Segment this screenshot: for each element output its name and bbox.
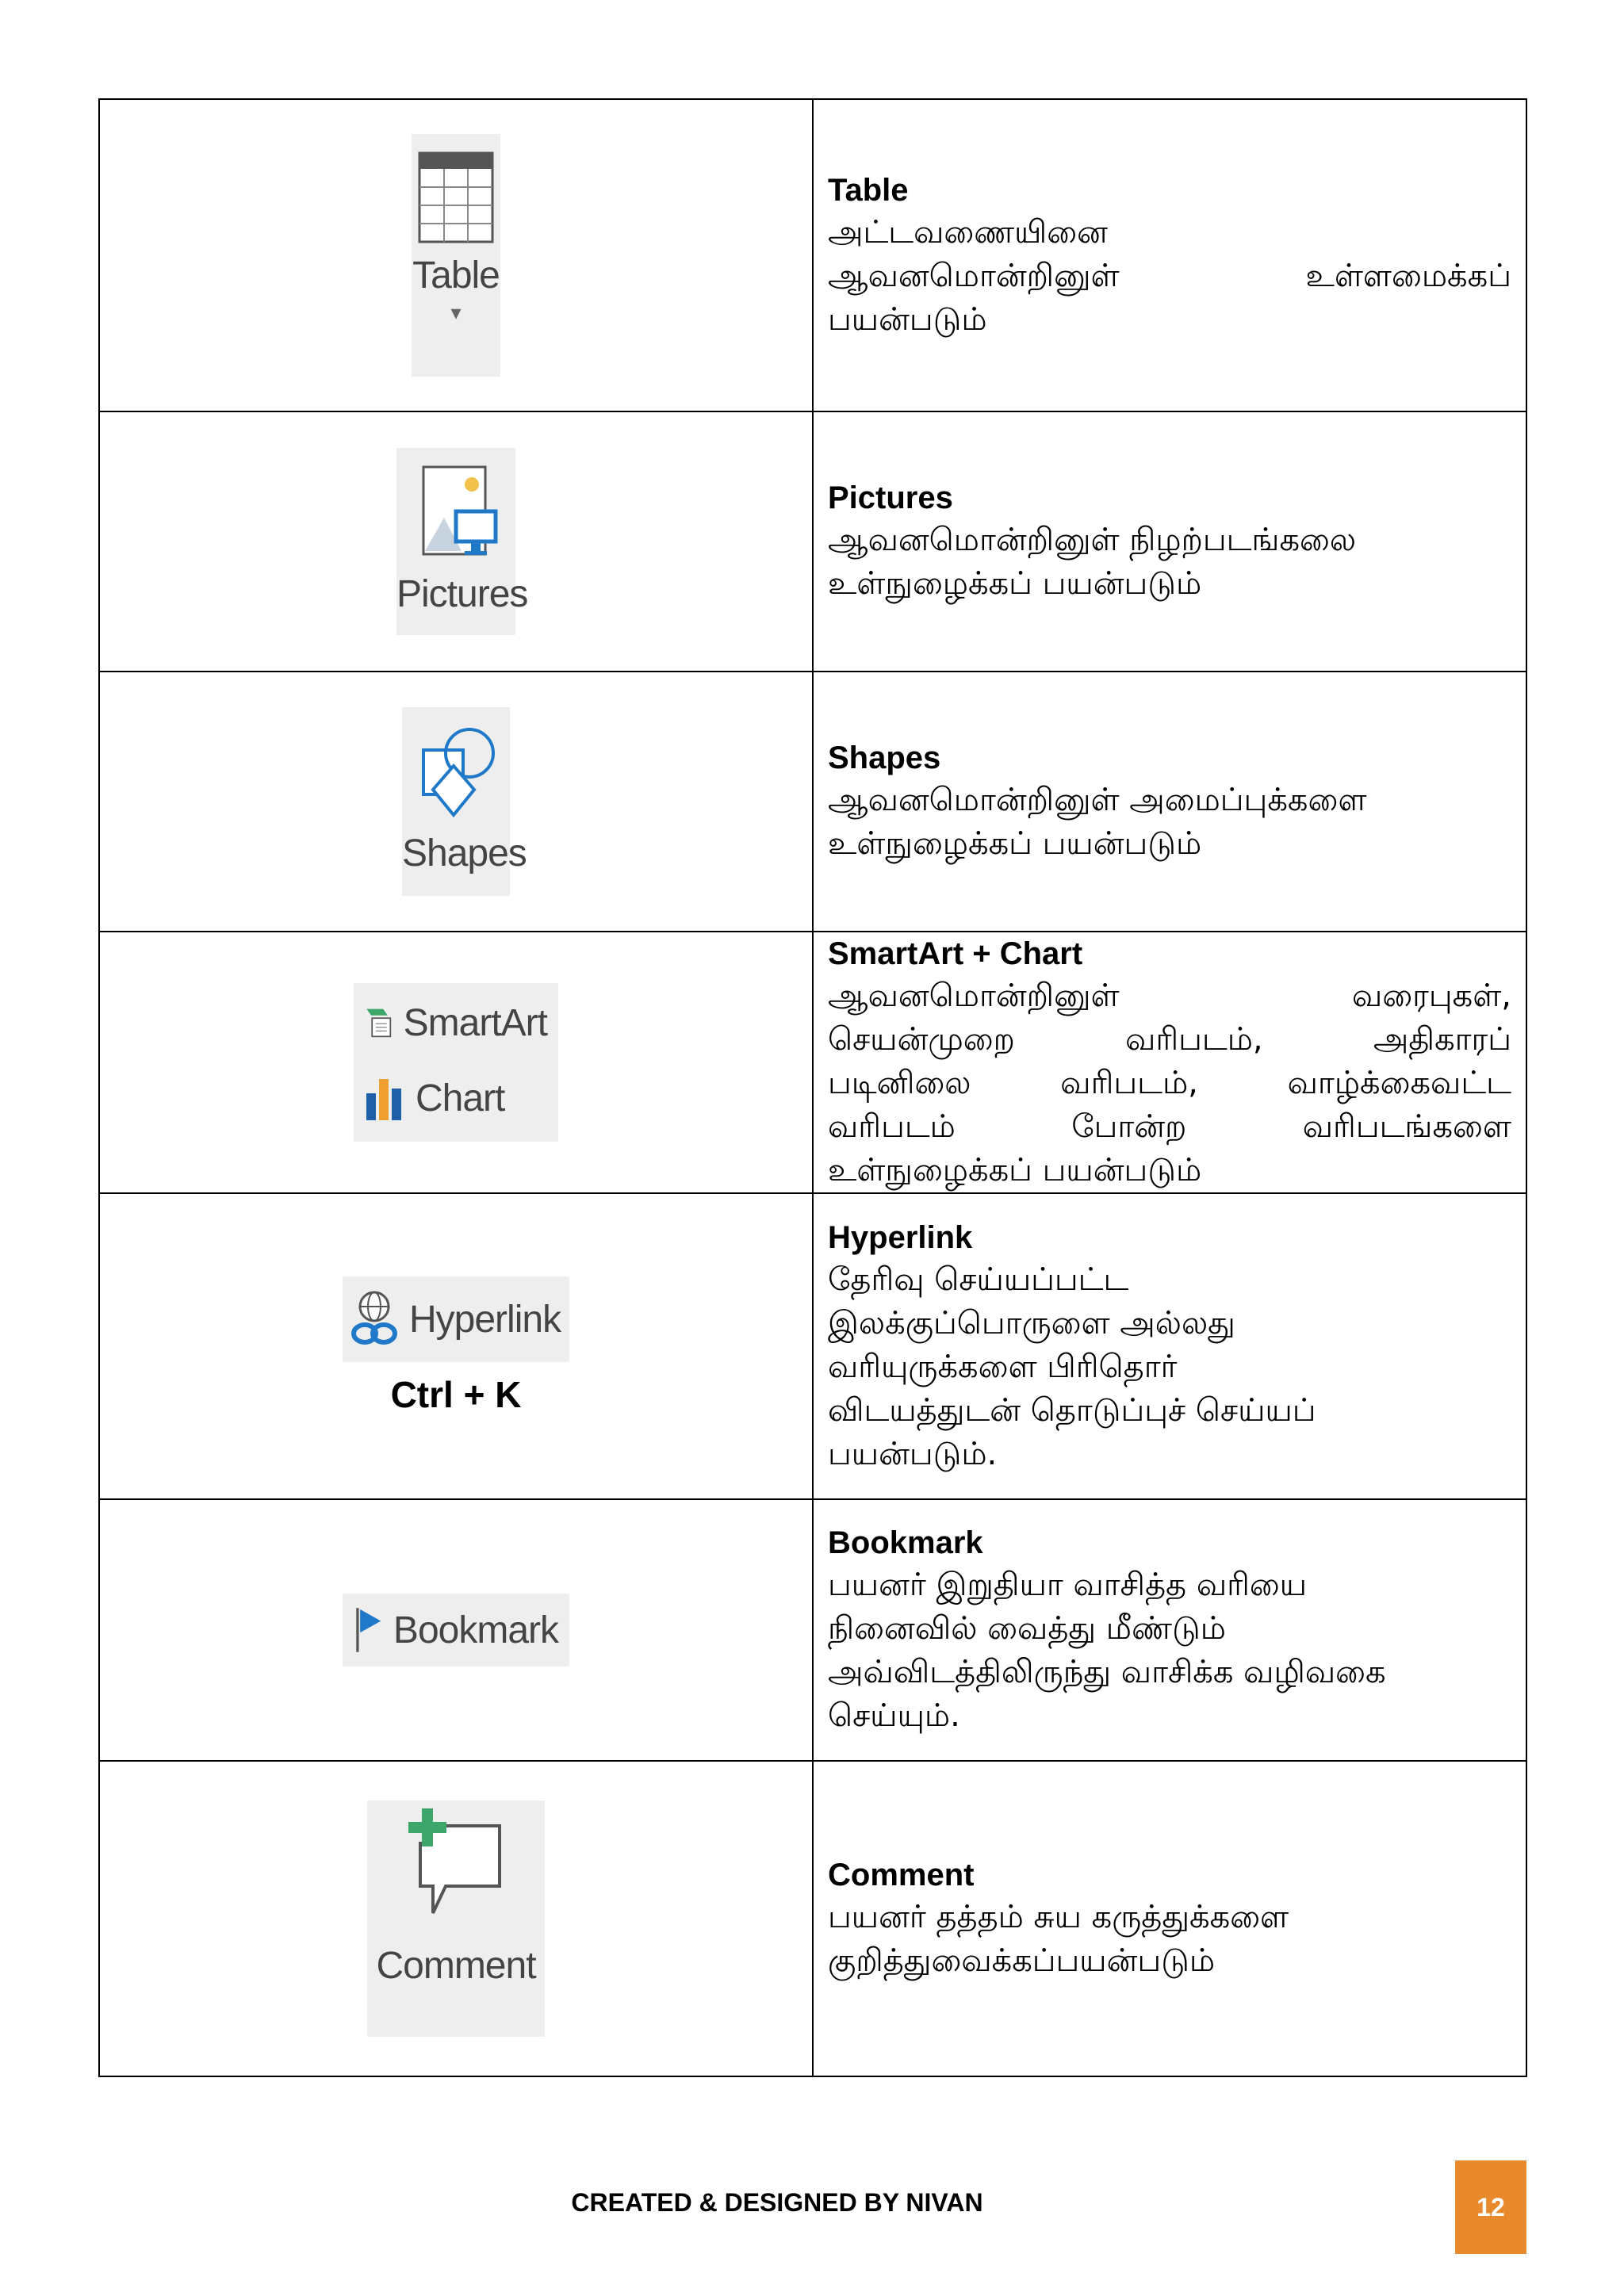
icon-cell [99, 1499, 813, 1761]
shapes-button[interactable] [402, 707, 527, 896]
item-title: Hyperlink [828, 1219, 973, 1255]
chart-button-label: Chart [416, 1077, 505, 1119]
item-title: Shapes [828, 740, 941, 775]
item-description [828, 779, 1511, 866]
item-description [828, 974, 1511, 1192]
item-title: Comment [828, 1858, 975, 1892]
desc-line: வரியுருக்களை பிரிதொர் [828, 1348, 1178, 1385]
bookmark-button[interactable] [343, 1594, 569, 1667]
shapes-icon [412, 717, 500, 828]
smartart-icon [365, 996, 393, 1050]
chevron-down-icon: ▾ [450, 300, 462, 324]
comment-button-label: Comment [376, 1945, 536, 1987]
table-icon [416, 151, 496, 243]
description-cell [813, 411, 1526, 672]
desc-line: விடயத்துடன் தொடுப்புச் செய்யப் [828, 1391, 1316, 1429]
table-row [99, 932, 1526, 1193]
desc-line: உள்நுழைக்கப் பயன்படும் [828, 825, 1202, 862]
item-description [828, 1258, 1511, 1476]
hyperlink-group [343, 1276, 569, 1416]
hyperlink-icon [350, 1288, 398, 1351]
icon-cell [99, 672, 813, 932]
desc-line: அட்டவணையினை [828, 213, 1108, 251]
item-title: SmartArt + Chart [828, 936, 1083, 971]
icon-cell [99, 411, 813, 672]
chart-icon [365, 1074, 404, 1122]
desc-line: ஆவனமொன்றினுள் உள்ளமைக்கப் [828, 257, 1511, 294]
desc-line: பயனர் தத்தம் சுய கருத்துக்களை [828, 1899, 1289, 1935]
description-cell [813, 1499, 1526, 1761]
item-title: Table [828, 172, 909, 208]
desc-line: ஆவனமொன்றினுள் வரைபுகள், [828, 977, 1511, 1014]
icon-cell [99, 932, 813, 1193]
table-button-label: Table [412, 254, 500, 297]
desc-line: தேரிவு செய்யப்பட்ட [828, 1261, 1129, 1298]
smartart-button-label: SmartArt [403, 1001, 547, 1044]
item-description [828, 1563, 1511, 1738]
icon-cell [99, 1761, 813, 2076]
item-title: Bookmark [828, 1525, 983, 1560]
icon-cell [99, 1193, 813, 1499]
ribbon-commands-table [98, 98, 1527, 2077]
page-number: 12 [1455, 2160, 1526, 2254]
item-description [828, 211, 1511, 342]
comment-button[interactable] [367, 1800, 545, 2037]
bookmark-button-label: Bookmark [393, 1609, 558, 1651]
hyperlink-button-label: Hyperlink [409, 1298, 561, 1341]
item-title: Pictures [828, 480, 953, 515]
pictures-button[interactable] [396, 448, 528, 635]
desc-line: ஆவனமொன்றினுள் நிழற்படங்கலை [828, 522, 1357, 558]
table-row [99, 1761, 1526, 2076]
table-row [99, 411, 1526, 672]
keyboard-shortcut: Ctrl + K [390, 1374, 522, 1415]
icon-cell [99, 99, 813, 411]
desc-line: நினைவில் வைத்து மீண்டும் [828, 1610, 1226, 1647]
footer-credit: CREATED & DESIGNED BY NIVAN [571, 2188, 983, 2217]
description-cell [813, 1761, 1526, 2076]
desc-line: பயன்படும். [828, 1435, 998, 1472]
hyperlink-button[interactable] [343, 1276, 569, 1362]
item-description [828, 1896, 1511, 1983]
desc-line: செய்யும். [828, 1697, 960, 1734]
desc-line: உள்நுழைக்கப் பயன்படும் [828, 565, 1202, 602]
comment-icon [404, 1804, 508, 1931]
table-row [99, 99, 1526, 411]
pictures-icon [412, 462, 500, 565]
description-cell [813, 932, 1526, 1193]
desc-line: செயன்முறை வரிபடம், அதிகாரப் [828, 1020, 1511, 1058]
desc-line: அவ்விடத்திலிருந்து வாசிக்க வழிவகை [828, 1654, 1386, 1690]
desc-line: இலக்குப்பொருளை அல்லது [828, 1304, 1235, 1341]
item-description [828, 519, 1511, 606]
smartart-chart-group [354, 983, 558, 1142]
description-cell [813, 1193, 1526, 1499]
table-button[interactable] [412, 134, 500, 377]
smartart-button[interactable] [354, 983, 558, 1062]
desc-line: ஆவனமொன்றினுள் அமைப்புக்களை [828, 782, 1367, 818]
desc-line: படினிலை வரிபடம், வாழ்க்கைவட்ட [828, 1064, 1511, 1101]
desc-line: வரிபடம் போன்ற வரிபடங்களை [828, 1108, 1511, 1145]
desc-line: பயனர் இறுதியா வாசித்த வரியை [828, 1567, 1308, 1603]
pictures-button-label: Pictures [396, 573, 528, 615]
shapes-button-label: Shapes [402, 832, 527, 874]
desc-line: பயன்படும் [828, 300, 987, 338]
description-cell [813, 672, 1526, 932]
table-row [99, 1499, 1526, 1761]
desc-line: குறித்துவைக்கப்பயன்படும் [828, 1942, 1216, 1979]
bookmark-icon [354, 1600, 382, 1660]
table-row [99, 672, 1526, 932]
desc-line: உள்நுழைக்கப் பயன்படும் [828, 1151, 1202, 1188]
chart-button[interactable] [354, 1062, 558, 1134]
table-row [99, 1193, 1526, 1499]
description-cell [813, 99, 1526, 411]
